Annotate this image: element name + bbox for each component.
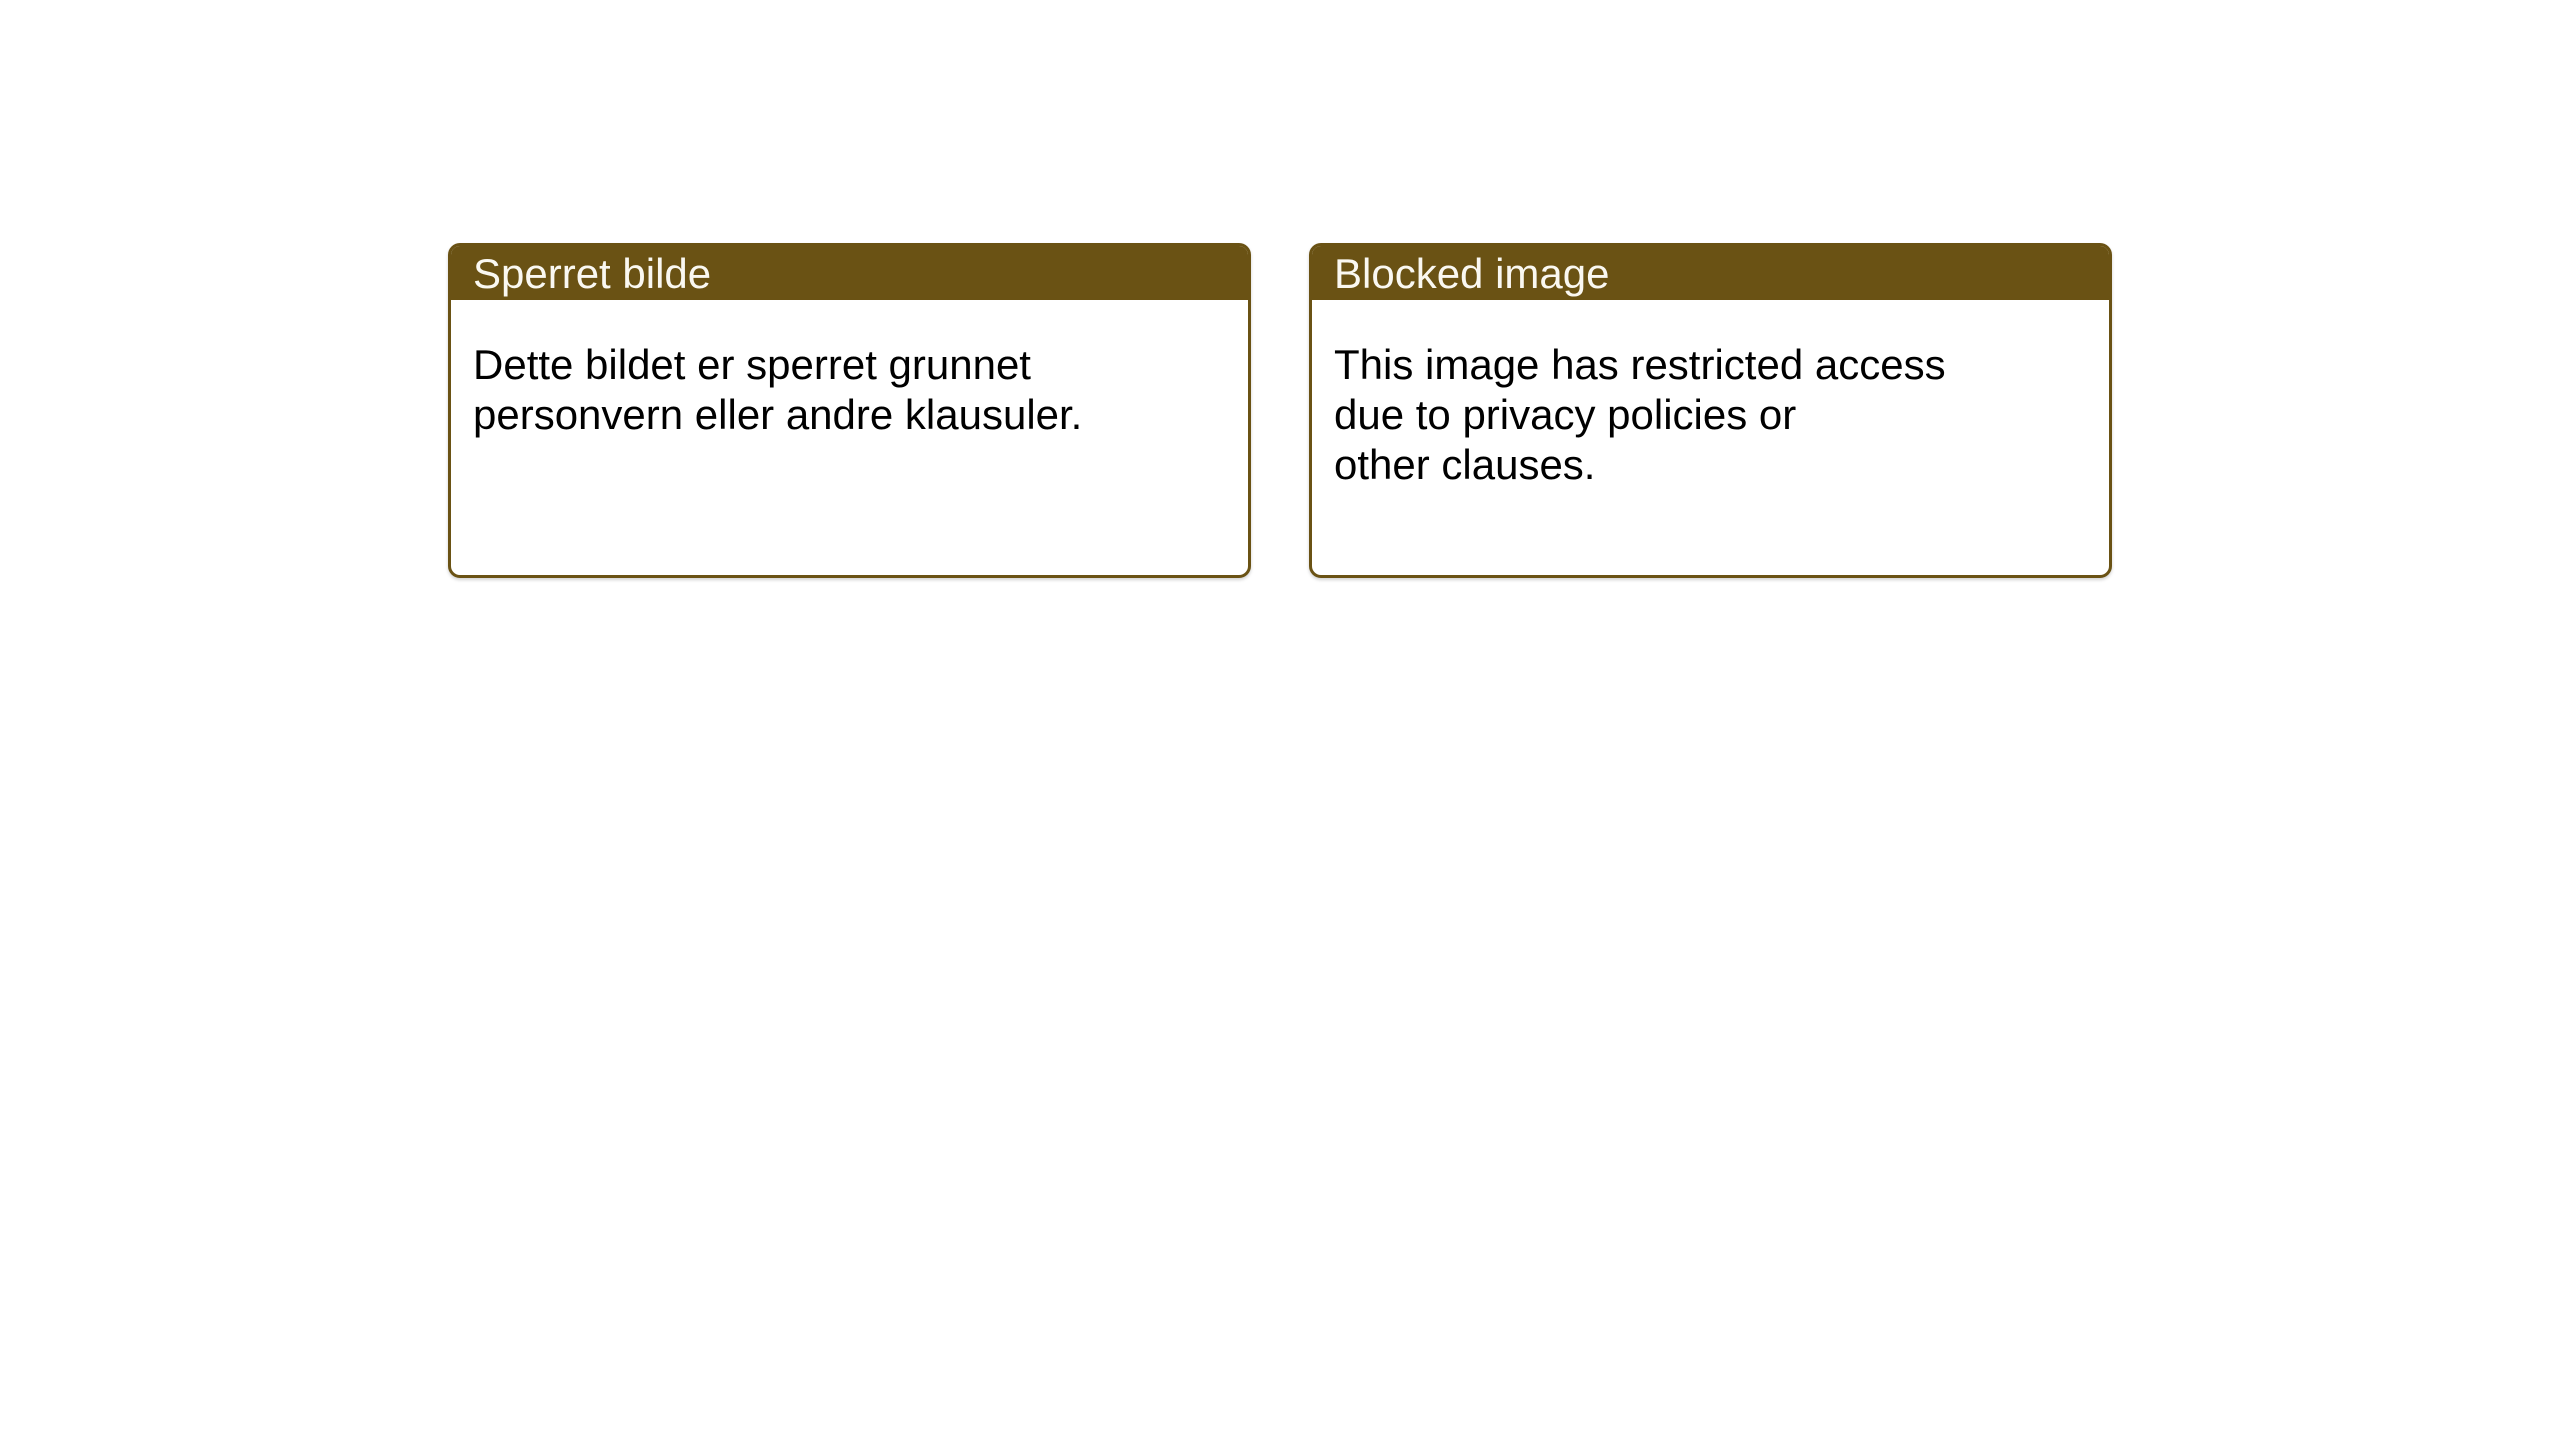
body-line: due to privacy policies or (1334, 391, 1797, 438)
body-line: personvern eller andre klausuler. (473, 391, 1083, 438)
body-line: other clauses. (1334, 441, 1596, 488)
blocked-image-card-norwegian (448, 243, 1251, 578)
card-body (451, 300, 1248, 440)
card-header (451, 246, 1248, 300)
card-title: Sperret bilde (473, 250, 712, 297)
blocked-image-notices (448, 243, 2112, 578)
blocked-image-card-english (1309, 243, 2112, 578)
body-line: Dette bildet er sperret grunnet (473, 341, 1031, 388)
card-body (1312, 300, 2109, 490)
body-line: This image has restricted access (1334, 341, 1946, 388)
card-title: Blocked image (1334, 250, 1610, 297)
card-header (1312, 246, 2109, 300)
